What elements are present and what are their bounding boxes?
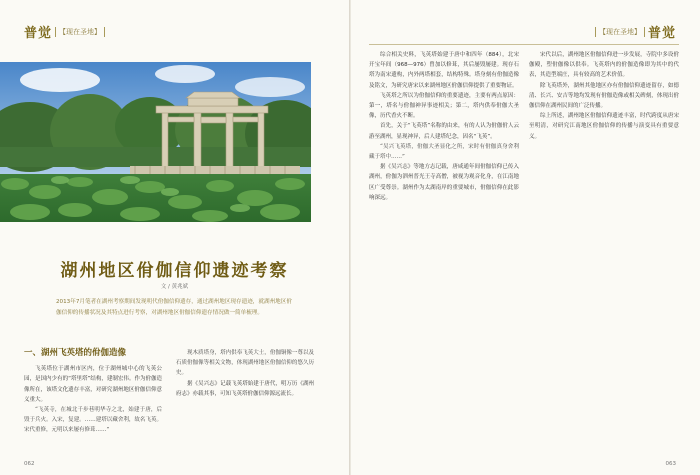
photo-illustration bbox=[0, 62, 311, 222]
paragraph: 首先，关于“飞英塔”名称的由来，有的人认为佾伽佾人云游至湖州，显现神异，后人建塔纪念，因名“飞英”。 bbox=[369, 123, 519, 140]
header-left bbox=[24, 22, 105, 41]
section-heading: 一、湖州飞英塔的佾伽造像 bbox=[24, 348, 127, 358]
paragraph: 除飞英塔外，湖州其他地区亦有佾伽信仰遗迹留存，如德清、长兴、安吉等地均发现有佾伽造像或相关碑刻，体现出佾伽信仰在湖州民间的广泛传播。 bbox=[529, 82, 679, 110]
paragraph: 宋代以后，湖州地区佾伽信仰进一步发展，寺院中多设佾伽殿，塑佾伽像以供奉。飞英塔内的佾伽造像即为其中的代表，其造型端庄，具有较高的艺术价值。 bbox=[529, 52, 679, 79]
column-tag: 【现在圣地】 bbox=[55, 27, 105, 37]
article-title: 湖州地区佾伽信仰遗迹考察 bbox=[60, 261, 289, 281]
right-column-1 bbox=[369, 50, 519, 203]
column-tag: 【现在圣地】 bbox=[595, 27, 645, 37]
article-abstract: 2013年7月笔者在湖州考察期间发现明代佾伽信仰遗存，通过湖州地区现存遗迹，就湖州地区佾伽信仰的传播状况及其特点进行考察，对湖州地区佾伽信仰遗存情况做一简单梳理。 bbox=[56, 299, 292, 316]
left-column-1 bbox=[24, 348, 162, 436]
paragraph: 综上所述，湖州地区佾伽信仰遗迹丰富，时代跨度从唐宋至明清，对研究江南地区佾伽信仰的传播与演变具有重要意义。 bbox=[529, 113, 679, 140]
magazine-logo: 普觉 bbox=[647, 26, 676, 41]
header-rule bbox=[369, 44, 679, 45]
left-column-2 bbox=[176, 348, 314, 399]
page-number: 063 bbox=[665, 461, 676, 467]
feature-photo bbox=[0, 62, 311, 222]
paragraph: 据《吴兴志》记载飞英塔始建于唐代，明万历《湖州府志》亦载其事，可知飞英塔佾伽信仰源远流长。 bbox=[176, 380, 314, 397]
quote-paragraph: 现木质塔身，塔内供奉飞英大士，佾伽铜像一尊以及石质佾伽像等相关文物，体现湖州地区佾伽信仰的悠久历史。 bbox=[176, 350, 314, 377]
magazine-logo: 普觉 bbox=[24, 26, 53, 41]
paragraph: 飞英塔之所以为佾伽信仰的重要遗迹，主要有两点原因：第一，塔名与佾伽神异事迹相关；第二，塔内供奉佾伽大圣像，历代香火不断。 bbox=[369, 92, 519, 120]
paragraph: 飞英塔位于湖州市区内，位于湖州城中心的飞英公园，是国内少有的“塔里塔”结构，建制宏伟。作为佾伽造像所在，该塔文化遗存丰富，对研究湖州地区佾伽信仰意义重大。 bbox=[24, 366, 162, 403]
quote-paragraph: “飞英寺，在城北千步巷明华寺之北，始建于唐，后毁于兵火。入宋，复建。……建塔以藏舍利，故名飞英。宋代重修，元明以来屡有修葺……” bbox=[24, 407, 162, 434]
header-right bbox=[595, 22, 676, 41]
left-page bbox=[0, 0, 349, 475]
paragraph: 综合相关史料，飞英塔始建于唐中和四年（884），北宋开宝年间（968—976）曾加以修葺，其后屡毁屡建。现存石塔为南宋遗构，内外两塔相套，结构特殊。塔身刻有佾伽造像及铭文，为研究唐宋以来湖州地区佾伽信仰提供了重要物证。 bbox=[369, 52, 519, 89]
right-page bbox=[351, 0, 700, 475]
paragraph: 据《吴兴志》等地方志记载，唐咸通年间佾伽信仰已传入湖州，佾伽为泗州普光王寺高僧，被视为观音化身，在江南地区广受尊崇。湖州作为太湖南岸的重要城市，佾伽信仰在此影响深远。 bbox=[369, 164, 519, 201]
quote-paragraph: “吴兴飞英塔，佾伽大圣显化之所，宋时有佾伽真身舍利藏于塔中……” bbox=[369, 143, 519, 161]
article-byline: 文 / 黄兆斌 bbox=[160, 284, 189, 290]
right-column-2 bbox=[529, 50, 679, 142]
page-number: 062 bbox=[24, 461, 35, 467]
